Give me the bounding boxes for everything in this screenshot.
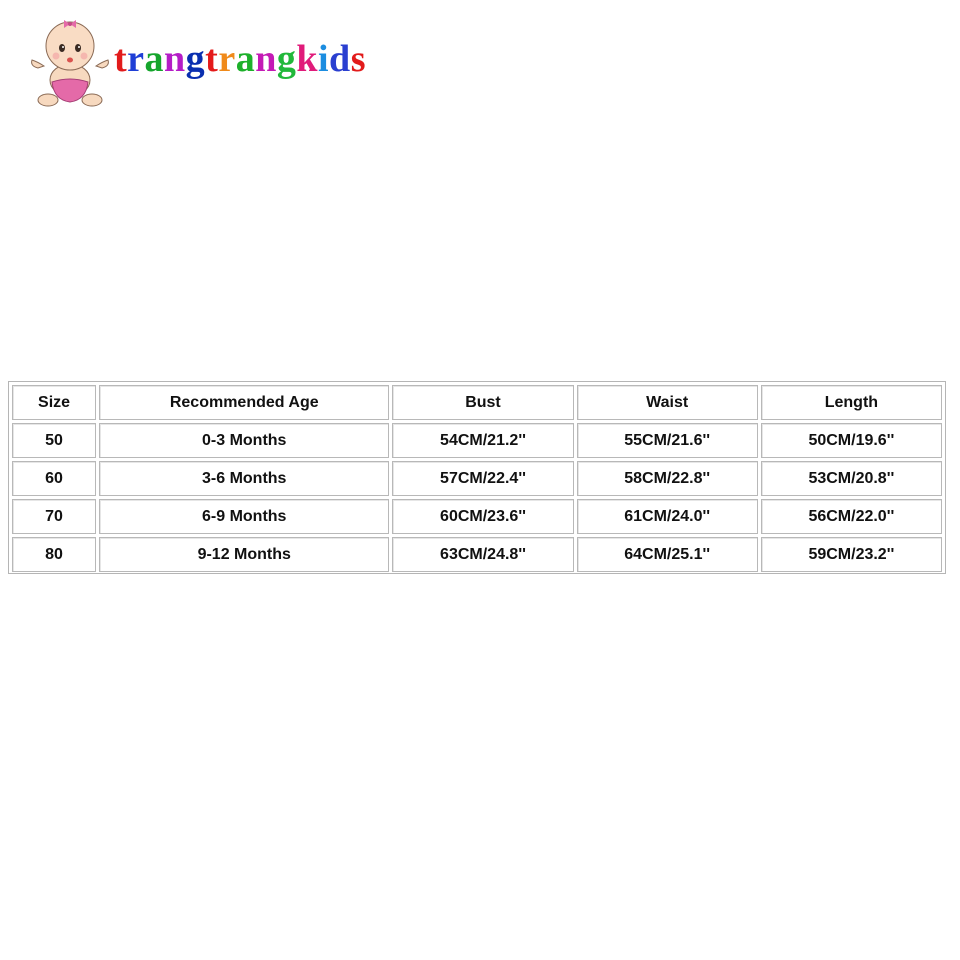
cell-length: 53CM/20.8'': [761, 461, 942, 496]
table-row: [12, 461, 942, 496]
cell-waist: 61CM/24.0'': [577, 499, 758, 534]
cell-age: 3-6 Months: [99, 461, 389, 496]
cell-age: 9-12 Months: [99, 537, 389, 572]
header-length: Length: [761, 385, 942, 420]
cell-size: 80: [12, 537, 96, 572]
brand-letter: a: [144, 38, 165, 80]
header-recommended-age: Recommended Age: [99, 385, 389, 420]
brand-logo: [28, 10, 398, 110]
header-size: Size: [12, 385, 96, 420]
cell-age: 0-3 Months: [99, 423, 389, 458]
cell-length: 56CM/22.0'': [761, 499, 942, 534]
header-bust: Bust: [392, 385, 573, 420]
brand-letter: t: [205, 38, 219, 80]
cell-length: 59CM/23.2'': [761, 537, 942, 572]
table-row: [12, 537, 942, 572]
cell-size: 50: [12, 423, 96, 458]
brand-letter: n: [255, 38, 277, 80]
size-chart-table: [9, 382, 945, 575]
cell-waist: 64CM/25.1'': [577, 537, 758, 572]
cell-age: 6-9 Months: [99, 499, 389, 534]
cell-waist: 58CM/22.8'': [577, 461, 758, 496]
brand-letter: d: [329, 38, 351, 80]
brand-letter: t: [114, 38, 128, 80]
brand-name: [114, 40, 366, 78]
size-chart: [8, 381, 946, 574]
header-waist: Waist: [577, 385, 758, 420]
brand-letter: g: [276, 38, 297, 80]
cell-bust: 63CM/24.8'': [392, 537, 573, 572]
cell-bust: 60CM/23.6'': [392, 499, 573, 534]
cell-size: 70: [12, 499, 96, 534]
table-header-row: [12, 385, 942, 420]
cell-bust: 57CM/22.4'': [392, 461, 573, 496]
brand-letter: i: [317, 38, 330, 80]
cell-waist: 55CM/21.6'': [577, 423, 758, 458]
cell-length: 50CM/19.6'': [761, 423, 942, 458]
cell-bust: 54CM/21.2'': [392, 423, 573, 458]
cell-size: 60: [12, 461, 96, 496]
brand-letter: r: [127, 38, 145, 80]
table-row: [12, 499, 942, 534]
brand-letter: a: [235, 38, 256, 80]
brand-letter: n: [164, 38, 186, 80]
table-row: [12, 423, 942, 458]
brand-letter: g: [185, 38, 206, 80]
brand-letter: r: [218, 38, 236, 80]
brand-letter: s: [350, 38, 366, 80]
brand-letter: k: [296, 38, 318, 80]
baby-mascot-icon: [28, 10, 112, 110]
